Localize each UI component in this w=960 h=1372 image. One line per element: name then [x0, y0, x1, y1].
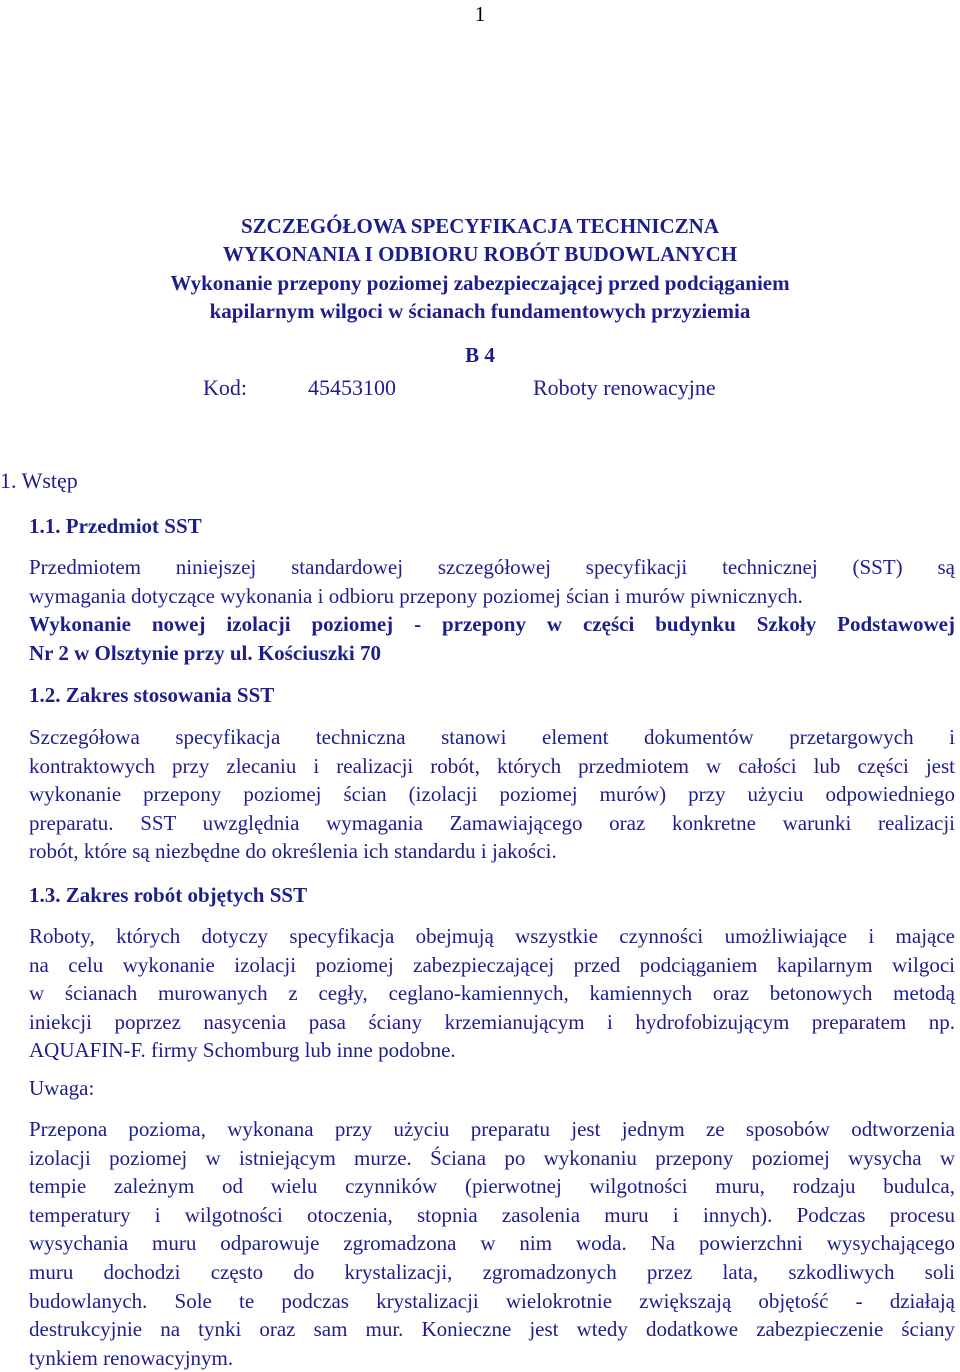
body-line: kontraktowych przy zlecaniu i realizacji robót, których przedmiotem w całości lub części jest — [29, 753, 955, 778]
body-line: wysychania muru odparowuje zgromadzona w nim woda. Na powierzchni wysychającego — [29, 1231, 955, 1256]
title-line-3: Wykonanie przepony poziomej zabezpieczającej przed podciąganiem — [170, 271, 790, 295]
body-line: Roboty, których dotyczy specyfikacja obejmują wszystkie czynności umożliwiające i mające — [29, 924, 955, 948]
body-line: tynkiem renowacyjnym. — [29, 1345, 234, 1370]
section-1-1-heading: 1.1. Przedmiot SST — [29, 514, 202, 538]
body-line: budowlanych. Sole te podczas krystalizacji wielokrotnie zwiększają objętość - działają — [29, 1288, 955, 1313]
section-1-heading: 1. Wstęp — [0, 468, 78, 493]
body-line: na celu wykonanie izolacji poziomej zabezpieczającej przed podciąganiem kapilarnym wilgoci — [29, 952, 955, 977]
body-line: Przepona pozioma, wykonana przy użyciu preparatu jest jednym ze sposobów odtworzenia — [29, 1117, 955, 1141]
body-line: robót, które są niezbędne do określenia ich standardu i jakości. — [29, 839, 557, 864]
body-line: wymagania dotyczące wykonania i odbioru przepony poziomej ścian i murów piwnicznych. — [29, 583, 803, 608]
section-1-3-heading: 1.3. Zakres robót objętych SST — [29, 883, 308, 907]
body-line-bold: Wykonanie nowej izolacji poziomej - przepony w części budynku Szkoły Podstawowej — [29, 612, 955, 637]
section-1-2-body — [29, 723, 955, 866]
note-body — [29, 1115, 955, 1372]
section-1-2-heading: 1.2. Zakres stosowania SST — [29, 683, 275, 707]
section-1-3-body — [29, 922, 955, 1065]
kod-label: Kod: — [203, 375, 247, 400]
body-line: iniekcji poprzez nasycenia pasa ściany krzemianującym i hydrofobizującym preparatem np. — [29, 1009, 955, 1034]
body-line: Szczegółowa specyfikacja techniczna stanowi element dokumentów przetargowych i — [29, 725, 955, 749]
kod-value: 45453100 — [308, 375, 396, 400]
body-line: destrukcyjnie na tynki oraz sam mur. Konieczne jest wtedy dodatkowe zabezpieczenie ściany — [29, 1317, 955, 1342]
title-line-2: WYKONANIA I ODBIORU ROBÓT BUDOWLANYCH — [222, 242, 738, 266]
kod-name: Roboty renowacyjne — [533, 375, 716, 400]
title-line-4: kapilarnym wilgoci w ścianach fundamentowych przyziemia — [209, 299, 751, 323]
body-line: w ścianach murowanych z cegły, ceglano-kamiennych, kamiennych oraz betonowych metodą — [29, 981, 955, 1006]
body-line: Przedmiotem niniejszej standardowej szczegółowej specyfikacji technicznej (SST) są — [29, 555, 955, 579]
body-line: AQUAFIN-F. firmy Schomburg lub inne podobne. — [29, 1038, 456, 1063]
body-line: temperatury i wilgotności otoczenia, stopnia zasolenia muru i innych). Podczas procesu — [29, 1202, 955, 1227]
body-line: wykonanie przepony poziomej ścian (izolacji poziomej murów) przy użyciu odpowiedniego — [29, 782, 955, 807]
body-line: izolacji poziomej w istniejącym murze. Ściana po wykonaniu przepony poziomej wysycha w — [29, 1145, 955, 1170]
body-line: tempie zależnym od wielu czynników (pierwotnej wilgotności muru, rodzaju budulca, — [29, 1174, 955, 1199]
body-line-bold: Nr 2 w Olsztynie przy ul. Kościuszki 70 — [29, 640, 381, 665]
section-1-1-body — [29, 553, 955, 667]
spec-designation: B 4 — [465, 343, 495, 367]
note-label: Uwaga: — [29, 1076, 95, 1100]
page-number: 1 — [474, 2, 486, 26]
body-line: muru dochodzi często do krystalizacji, zgromadzonych przez lata, szkodliwych soli — [29, 1259, 955, 1284]
title-line-1: SZCZEGÓŁOWA SPECYFIKACJA TECHNICZNA — [240, 214, 720, 238]
body-line: preparatu. SST uwzględnia wymagania Zamawiającego oraz konkretne warunki realizacji — [29, 810, 955, 835]
